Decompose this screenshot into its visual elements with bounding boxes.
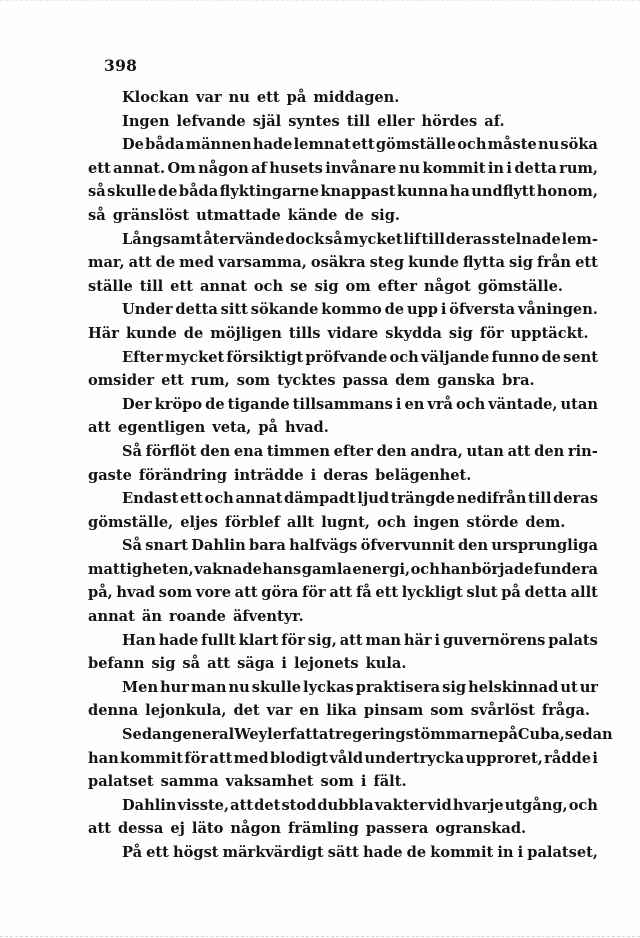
scan-edge-bottom: [0, 928, 640, 937]
text-line: Sedan general Weyler fattat regeringstömmarne på Cuba, sedan: [122, 726, 613, 744]
text-line: omsider ett rum, som tycktes passa dem ganska bra.: [88, 372, 535, 390]
text-line: Så snart Dahlin bara halfvägs öfvervunnit den ursprungliga: [122, 537, 598, 555]
text-line: befann sig så att säga i lejonets kula.: [88, 655, 407, 673]
text-line: ett annat. Om någon af husets invånare nu kommit in i detta rum,: [88, 159, 598, 177]
text-line: Långsamt återvände dock så mycket lif till deras stelnade lem-: [122, 230, 598, 248]
text-line: gömställe, eljes förblef allt lugnt, och ingen störde dem.: [88, 513, 566, 531]
text-line: annat än roande äfventyr.: [88, 608, 304, 626]
page-number: 398: [104, 56, 138, 75]
text-line: ställe till ett annat och se sig om efter något gömställe.: [88, 277, 564, 295]
text-line: mar, att de med varsamma, osäkra steg kunde flytta sig från ett: [88, 254, 598, 272]
text-line: Så förflöt den ena timmen efter den andra, utan att den rin-: [122, 442, 598, 460]
text-line: Här kunde de möjligen tills vidare skydda sig för upptäckt.: [88, 324, 589, 342]
text-line: att egentligen veta, på hvad.: [88, 419, 329, 437]
text-line: så gränslöst utmattade kände de sig.: [88, 206, 401, 224]
text-line: så skulle de båda flyktingarne knappast kunna ha undflytt honom,: [88, 183, 598, 201]
text-line: De båda männen hade lemnat ett gömställe och måste nu söka: [122, 136, 598, 154]
scan-edge-top: [0, 0, 640, 9]
text-line: Han hade fullt klart för sig, att man här i guvernörens palats: [122, 631, 598, 649]
text-line: denna lejonkula, det var en lika pinsam som svårlöst fråga.: [88, 702, 590, 720]
text-line: Men hur man nu skulle lyckas praktisera sig helskinnad ut ur: [122, 678, 598, 696]
text-line: han kommit för att med blodigt våld undertrycka upproret, rådde i: [88, 749, 598, 767]
text-line: Endast ett och annat dämpadt ljud trängde nedifrån till deras: [122, 490, 598, 508]
text-line: på, hvad som vore att göra för att få ett lyckligt slut på detta allt: [88, 584, 598, 602]
body-text: [88, 86, 613, 865]
text-line: Klockan var nu ett på middagen.: [122, 89, 400, 106]
text-line: På ett högst märkvärdigt sätt hade de kommit in i palatset,: [122, 844, 598, 861]
text-line: mattigheten, vaknade hans gamla energi, och han började fundera: [88, 560, 598, 578]
text-line: Dahlin visste, att det stod dubbla vakter vid hvarje utgång, och: [122, 796, 598, 814]
text-line: Ingen lefvande själ syntes till eller hördes af.: [122, 112, 505, 130]
text-line: att dessa ej läto någon främling passera ogranskad.: [88, 820, 527, 838]
text-line: Under detta sitt sökande kommo de upp i öfversta våningen.: [122, 301, 598, 319]
text-line: palatset samma vaksamhet som i fält.: [88, 773, 407, 791]
text-line: gaste förändring inträdde i deras belägenhet.: [88, 466, 472, 484]
text-line: Efter mycket försiktigt pröfvande och väljande funno de sent: [122, 348, 598, 366]
text-line: Der kröpo de tigande tillsammans i en vrå och väntade, utan: [122, 395, 598, 413]
